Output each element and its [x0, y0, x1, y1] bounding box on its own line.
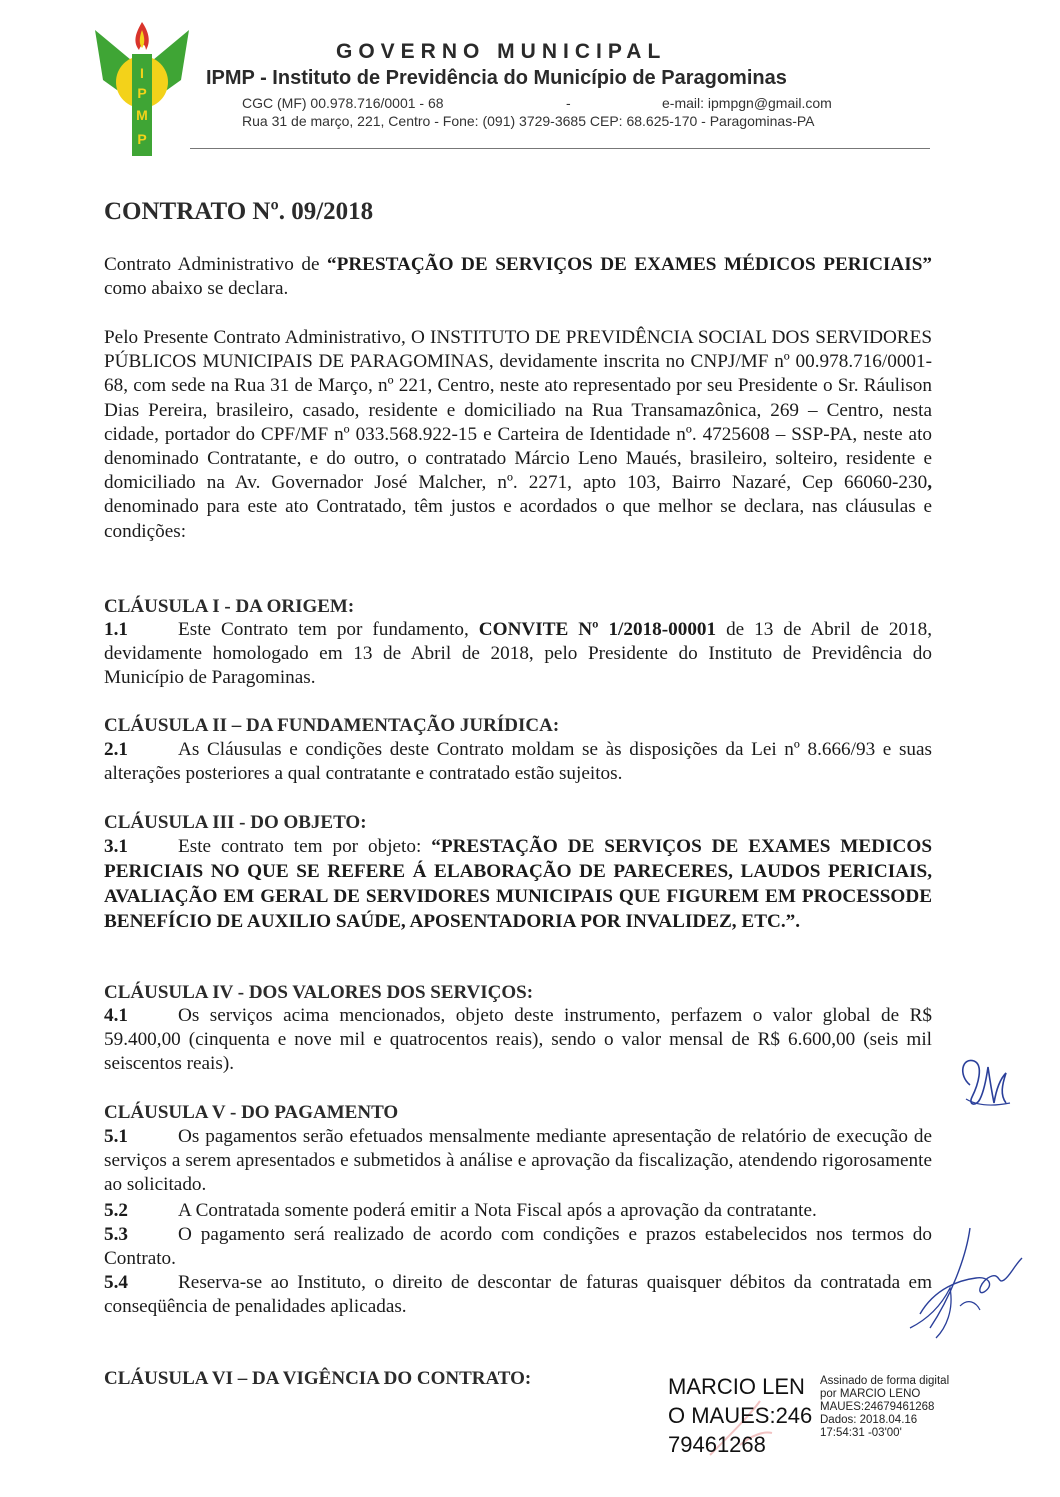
clause-6-heading: CLÁUSULA VI – DA VIGÊNCIA DO CONTRATO: [104, 1368, 532, 1389]
digital-signature-name: MARCIO LENO MAUES:24679461268 [668, 1374, 813, 1457]
handwritten-signature [880, 1218, 1030, 1348]
contract-intro: Contrato Administrativo de “PRESTAÇÃO DE SERVIÇOS DE EXAMES MÉDICOS PERICIAIS” como abaixo se declara. [104, 254, 932, 300]
svg-text:I: I [140, 65, 144, 81]
clause-2-1: 2.1 As Cláusulas e condições deste Contrato moldam se às disposições da Lei nº 8.666/93 e suas alterações posteriores a qual contratante e contratado estão sujeitos. [104, 739, 932, 785]
handwritten-initials [950, 1045, 1020, 1125]
digital-signature-details: Assinado de forma digital por MARCIO LENO MAUES:24679461268 Dados: 2018.04.16 17:54:31 -03'00' [820, 1375, 950, 1439]
government-title: GOVERNO MUNICIPAL [336, 40, 667, 63]
clause-2-heading: CLÁUSULA II – DA FUNDAMENTAÇÃO JURÍDICA: [104, 715, 560, 736]
svg-text:M: M [136, 107, 148, 123]
clause-5-1: 5.1 Os pagamentos serão efetuados mensalmente mediante apresentação de relatório de execução de serviços a serem apresentados e submetidos à análise e aprovação da fiscalização, atendendo rigorosamente ao solicitado. [104, 1126, 932, 1196]
svg-text:P: P [137, 131, 147, 147]
clause-3-heading: CLÁUSULA III - DO OBJETO: [104, 812, 367, 833]
clause-4-heading: CLÁUSULA IV - DOS VALORES DOS SERVIÇOS: [104, 982, 534, 1003]
ipmp-logo [93, 20, 191, 158]
header-email: e-mail: ipmpgn@gmail.com [662, 95, 832, 111]
clause-3-1: 3.1 Este contrato tem por objeto: “PRESTAÇÃO DE SERVIÇOS DE EXAMES MEDICOS PERICIAIS NO QUE SE REFERE Á ELABORAÇÃO DE PARECERES, LAUDOS PERICIAIS, AVALIAÇÃO EM GERAL DE SERVIDORES MUNICIPAIS QUE FIGUREM EM PROCESSODE BENEFÍCIO DE AUXILIO SAÚDE, APOSENTADORIA POR INVALIDEZ, ETC.”. [104, 836, 932, 932]
header-address: Rua 31 de março, 221, Centro - Fone: (091) 3729-3685 CEP: 68.625-170 - Paragominas-PA [242, 113, 815, 129]
header-dash: - [566, 95, 571, 111]
contract-preamble: Pelo Presente Contrato Administrativo, O INSTITUTO DE PREVIDÊNCIA SOCIAL DOS SERVIDORES PÚBLICOS MUNICIPAIS DE PARAGOMINAS, devidamente inscrita no CNPJ/MF nº 00.978.716/0001-68, com sede na Rua 31 de Março, nº 221, Centro, neste ato representado por seu Presidente o Sr. Ráulison Dias Pereira, brasileiro, casado, residente e domiciliado na Rua Transamazônica, 269 – Centro, nesta cidade, portador do CPF/MF nº 033.568.922-15 e Carteira de Identidade nº. 4725608 – SSP-PA, neste ato denominado Contratante, e do outro, o contratado Márcio Leno Maués, brasileiro, solteiro, residente e domiciliado na Av. Governador José Malcher, nº. 2271, apto 103, Bairro Nazaré, Cep 66060-230, denominado para este ato Contratado, têm justos e acordados o que melhor se declara, nas cláusulas e condições: [104, 327, 932, 542]
svg-text:P: P [137, 85, 147, 101]
cgc-number: CGC (MF) 00.978.716/0001 - 68 [242, 95, 444, 111]
clause-5-3: 5.3 O pagamento será realizado de acordo com condições e prazos estabelecidos nos termos do Contrato. [104, 1224, 932, 1270]
clause-1-heading: CLÁUSULA I - DA ORIGEM: [104, 596, 355, 617]
clause-5-2: 5.2 A Contratada somente poderá emitir a Nota Fiscal após a aprovação da contratante. [104, 1200, 817, 1221]
clause-4-1: 4.1 Os serviços acima mencionados, objeto deste instrumento, perfazem o valor global de R$ 59.400,00 (cinquenta e nove mil e quatrocentos reais), sendo o valor mensal de R$ 6.600,00 (seis mil seiscentos reais). [104, 1005, 932, 1075]
clause-1-1: 1.1 Este Contrato tem por fundamento, CONVITE Nº 1/2018-00001 de 13 de Abril de 2018, devidamente homologado em 13 de Abril de 2018, pelo Presidente do Instituto de Previdência do Município de Paragominas. [104, 619, 932, 689]
clause-5-4: 5.4 Reserva-se ao Instituto, o direito de descontar de faturas quaisquer débitos da contratada em conseqüência de penalidades aplicadas. [104, 1272, 932, 1318]
institute-name: IPMP - Instituto de Previdência do Município de Paragominas [206, 67, 787, 89]
header-divider [190, 148, 930, 149]
contract-title: CONTRATO Nº. 09/2018 [104, 198, 374, 225]
clause-5-heading: CLÁUSULA V - DO PAGAMENTO [104, 1102, 399, 1123]
